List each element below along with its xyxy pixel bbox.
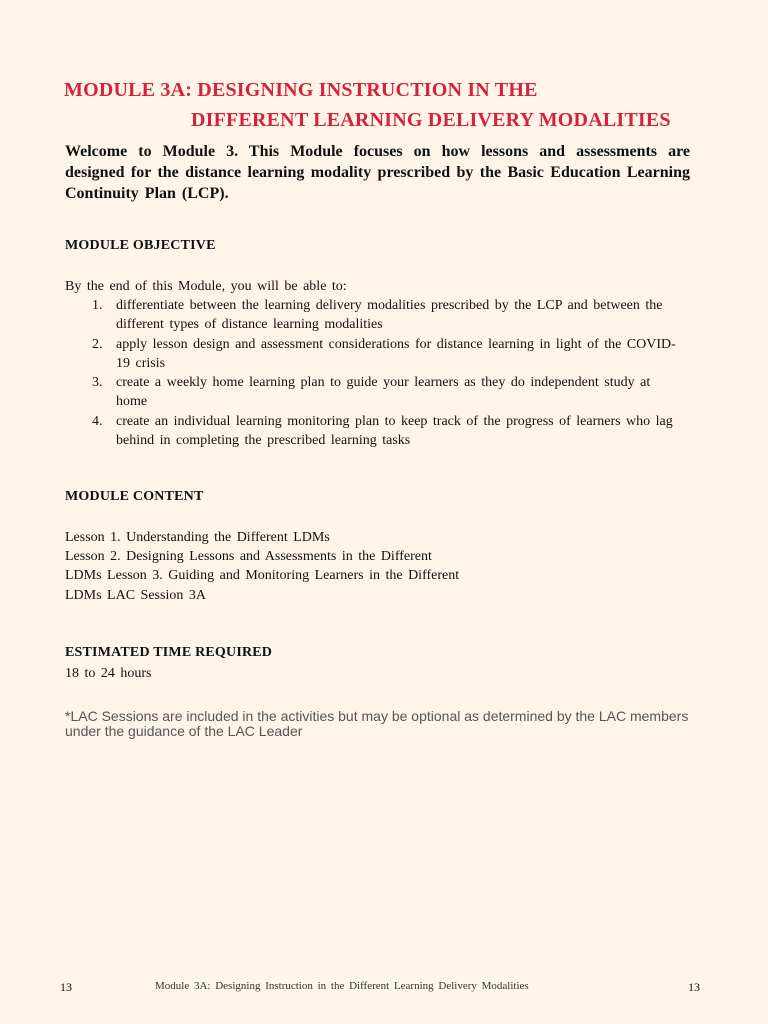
objective-list	[65, 296, 685, 450]
objective-number: 3.	[92, 375, 103, 391]
lesson-line: LDMs Lesson 3. Guiding and Monitoring Learners in the Different	[65, 568, 460, 584]
objective-number: 2.	[92, 336, 103, 352]
module-objective-heading: MODULE OBJECTIVE	[65, 238, 216, 253]
welcome-paragraph: Welcome to Module 3. This Module focuses on how lessons and assessments are designed for the distance learning modality prescribed by the Basic Education Learning Continuity Plan (LCP).	[65, 143, 690, 202]
objective-text: differentiate between the learning delivery modalities prescribed by the LCP and between the different types of distance learning modalities	[116, 298, 663, 333]
objective-item	[65, 373, 685, 412]
objective-item	[65, 412, 685, 451]
module-title-line-1: MODULE 3A: DESIGNING INSTRUCTION IN THE	[64, 79, 538, 101]
lesson-line: LDMs LAC Session 3A	[65, 587, 206, 603]
estimated-time-heading: ESTIMATED TIME REQUIRED	[65, 645, 273, 660]
lesson-line: Lesson 2. Designing Lessons and Assessments in the Different	[65, 549, 432, 565]
objective-lead-text: By the end of this Module, you will be able to:	[65, 279, 347, 294]
lac-session-note: *LAC Sessions are included in the activities but may be optional as determined by the LAC members under the guidance of the LAC Leader	[65, 708, 689, 739]
objective-number: 4.	[92, 413, 103, 429]
objective-item	[65, 335, 685, 374]
objective-text: apply lesson design and assessment considerations for distance learning in light of the COVID-19 crisis	[116, 336, 676, 371]
lesson-line: Lesson 1. Understanding the Different LDMs	[65, 530, 330, 545]
module-title-line-2: DIFFERENT LEARNING DELIVERY MODALITIES	[191, 109, 671, 131]
module-content-heading: MODULE CONTENT	[65, 489, 204, 504]
page-number-left: 13	[60, 980, 72, 994]
objective-text: create a weekly home learning plan to guide your learners as they do independent study at home	[116, 375, 651, 410]
objective-text: create an individual learning monitoring plan to keep track of the progress of learners who lag behind in completing the prescribed learning tasks	[116, 413, 673, 449]
page-number-right: 13	[688, 980, 700, 994]
lesson-list	[65, 528, 459, 605]
estimated-time-value: 18 to 24 hours	[65, 666, 152, 681]
footer-module-title: Module 3A: Designing Instruction in the Different Learning Delivery Modalities	[155, 980, 529, 992]
objective-item	[65, 296, 685, 335]
objective-number: 1.	[92, 298, 103, 313]
